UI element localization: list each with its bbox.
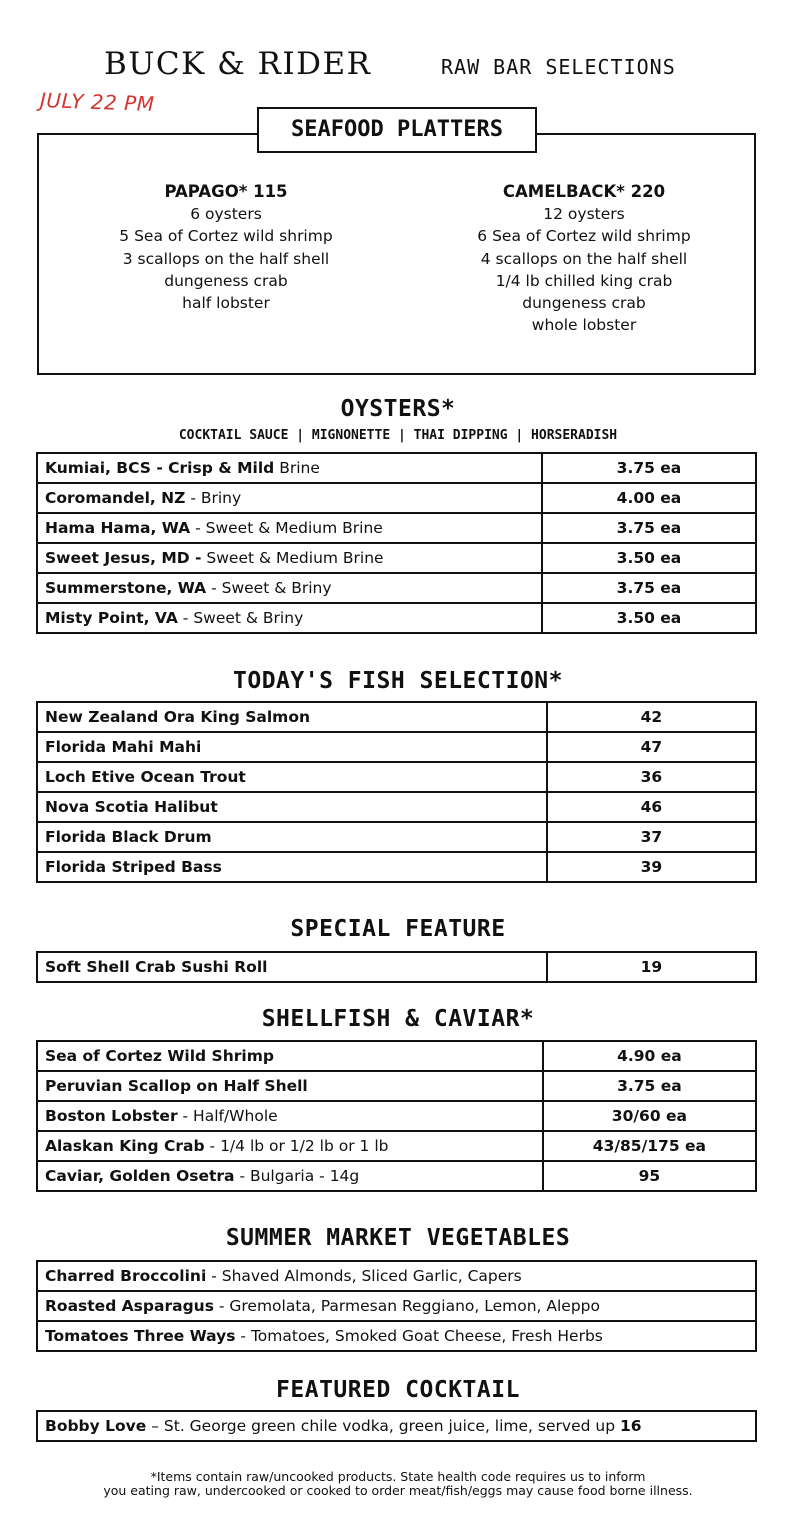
item-name: Roasted Asparagus [45, 1297, 214, 1315]
item-desc: - Tomatoes, Smoked Goat Cheese, Fresh Herbs [235, 1327, 603, 1345]
cocktail-title: FEATURED COCKTAIL [276, 1377, 520, 1403]
item-desc: - Bulgaria - 14g [234, 1167, 360, 1185]
item-price: 3.75 ea [542, 453, 756, 483]
table-row [37, 792, 756, 822]
item-desc: - Sweet & Briny [206, 579, 332, 597]
item-cell [37, 1261, 756, 1291]
footnote-line: you eating raw, undercooked or cooked to order meat/fish/eggs may cause food borne illness. [103, 1483, 693, 1498]
item-desc: – St. George green chile vodka, green juice, lime, served up [146, 1417, 620, 1435]
oysters-sauces: COCKTAIL SAUCE | MIGNONETTE | THAI DIPPING | HORSERADISH [178, 428, 618, 443]
item-cell [37, 603, 542, 633]
menu-subtitle: RAW BAR SELECTIONS [441, 55, 676, 79]
item-name: Alaskan King Crab [45, 1137, 205, 1155]
table-row [37, 543, 756, 573]
item-price: 3.75 ea [543, 1071, 756, 1101]
oysters-table [36, 452, 757, 634]
table-row [37, 483, 756, 513]
table-row [37, 573, 756, 603]
footnote-line: *Items contain raw/uncooked products. State health code requires us to inform [150, 1469, 646, 1484]
item-name: New Zealand Ora King Salmon [37, 702, 547, 732]
item-desc: - Sweet & Medium Brine [190, 519, 383, 537]
seafood-platters-title: SEAFOOD PLATTERS [257, 107, 537, 153]
item-name: Florida Striped Bass [37, 852, 547, 882]
item-name: Peruvian Scallop on Half Shell [45, 1077, 308, 1095]
item-name: Misty Point, VA [45, 609, 178, 627]
item-cell [37, 1161, 543, 1191]
fish-table [36, 701, 757, 883]
item-cell [37, 573, 542, 603]
table-row [37, 513, 756, 543]
table-row [37, 702, 756, 732]
vegetables-title: SUMMER MARKET VEGETABLES [225, 1225, 571, 1251]
cocktail-table [36, 1410, 757, 1442]
item-price: 3.75 ea [542, 573, 756, 603]
table-row [37, 1321, 756, 1351]
platter-line: dungeness crab [522, 294, 646, 313]
table-row [37, 952, 756, 982]
item-name: Caviar, Golden Osetra [45, 1167, 235, 1185]
table-row [37, 762, 756, 792]
vegetables-table [36, 1260, 757, 1352]
item-desc: - 1/4 lb or 1/2 lb or 1 lb [204, 1137, 389, 1155]
item-cell [37, 543, 542, 573]
item-price: 3.75 ea [542, 513, 756, 543]
table-row [37, 1261, 756, 1291]
table-row [37, 1131, 756, 1161]
item-name: Sea of Cortez Wild Shrimp [45, 1047, 274, 1065]
item-desc: - Gremolata, Parmesan Reggiano, Lemon, Aleppo [213, 1297, 600, 1315]
table-row [37, 1101, 756, 1131]
item-name: Florida Mahi Mahi [37, 732, 547, 762]
table-row [37, 1071, 756, 1101]
shellfish-title: SHELLFISH & CAVIAR* [261, 1006, 535, 1032]
platter-line: whole lobster [531, 316, 637, 335]
special-table [36, 951, 757, 983]
item-name: Summerstone, WA [45, 579, 207, 597]
table-row [37, 822, 756, 852]
item-price: 16 [619, 1417, 642, 1435]
item-name: Loch Etive Ocean Trout [37, 762, 547, 792]
table-row [37, 603, 756, 633]
item-cell [37, 483, 542, 513]
table-row [37, 732, 756, 762]
item-price: 39 [547, 852, 756, 882]
platter-line: 6 oysters [190, 205, 262, 224]
item-name: Sweet Jesus, MD - [45, 549, 202, 567]
item-cell [37, 1411, 756, 1441]
item-name: Nova Scotia Halibut [37, 792, 547, 822]
item-name: Boston Lobster [45, 1107, 178, 1125]
item-price: 37 [547, 822, 756, 852]
platter-name: PAPAGO* 115 [164, 182, 288, 201]
item-price: 43/85/175 ea [543, 1131, 756, 1161]
table-row [37, 453, 756, 483]
item-name: Soft Shell Crab Sushi Roll [37, 952, 547, 982]
item-cell [37, 513, 542, 543]
item-name: Kumiai, BCS - Crisp & Mild [45, 459, 275, 477]
item-name: Hama Hama, WA [45, 519, 191, 537]
platter-line: 6 Sea of Cortez wild shrimp [477, 227, 691, 246]
table-row [37, 852, 756, 882]
platter-line: 1/4 lb chilled king crab [495, 271, 673, 290]
table-row [37, 1161, 756, 1191]
item-cell [37, 1291, 756, 1321]
table-row [37, 1291, 756, 1321]
item-desc: - Sweet & Briny [177, 609, 304, 627]
item-price: 30/60 ea [543, 1101, 756, 1131]
item-price: 46 [547, 792, 756, 822]
platter-line: 5 Sea of Cortez wild shrimp [119, 227, 333, 246]
platter-line: 3 scallops on the half shell [122, 249, 330, 268]
item-cell [37, 1321, 756, 1351]
date-note: JULY 22 PM [39, 88, 155, 116]
item-desc: Brine [274, 459, 320, 477]
item-price: 95 [543, 1161, 756, 1191]
item-cell [37, 1131, 543, 1161]
platter-line: 4 scallops on the half shell [480, 249, 688, 268]
platter-papago [66, 181, 386, 314]
item-price: 36 [547, 762, 756, 792]
item-price: 47 [547, 732, 756, 762]
item-desc: - Shaved Almonds, Sliced Garlic, Capers [206, 1267, 522, 1285]
platter-camelback [424, 181, 744, 336]
item-desc: Sweet & Medium Brine [201, 549, 384, 567]
item-price: 3.50 ea [542, 543, 756, 573]
item-desc: - Briny [185, 489, 242, 507]
platter-line: dungeness crab [164, 271, 288, 290]
item-cell [37, 453, 542, 483]
oysters-title: OYSTERS* [340, 396, 456, 422]
brand-name: BUCK & RIDER [104, 46, 372, 82]
platter-line: 12 oysters [543, 205, 625, 224]
item-name: Bobby Love [45, 1417, 147, 1435]
item-name: Tomatoes Three Ways [45, 1327, 236, 1345]
table-row [37, 1041, 756, 1071]
item-price: 4.00 ea [542, 483, 756, 513]
health-footnote [0, 1470, 796, 1498]
item-name: Charred Broccolini [45, 1267, 207, 1285]
item-name: Florida Black Drum [37, 822, 547, 852]
item-price: 3.50 ea [542, 603, 756, 633]
item-cell [37, 1041, 543, 1071]
special-title: SPECIAL FEATURE [290, 916, 506, 942]
item-price: 42 [547, 702, 756, 732]
platter-name: CAMELBACK* 220 [502, 182, 666, 201]
shellfish-table [36, 1040, 757, 1192]
item-price: 4.90 ea [543, 1041, 756, 1071]
item-price: 19 [547, 952, 756, 982]
item-cell [37, 1071, 543, 1101]
item-desc: - Half/Whole [177, 1107, 278, 1125]
table-row [37, 1411, 756, 1441]
platter-line: half lobster [182, 294, 270, 313]
item-cell [37, 1101, 543, 1131]
fish-title: TODAY'S FISH SELECTION* [233, 668, 563, 694]
item-name: Coromandel, NZ [45, 489, 186, 507]
